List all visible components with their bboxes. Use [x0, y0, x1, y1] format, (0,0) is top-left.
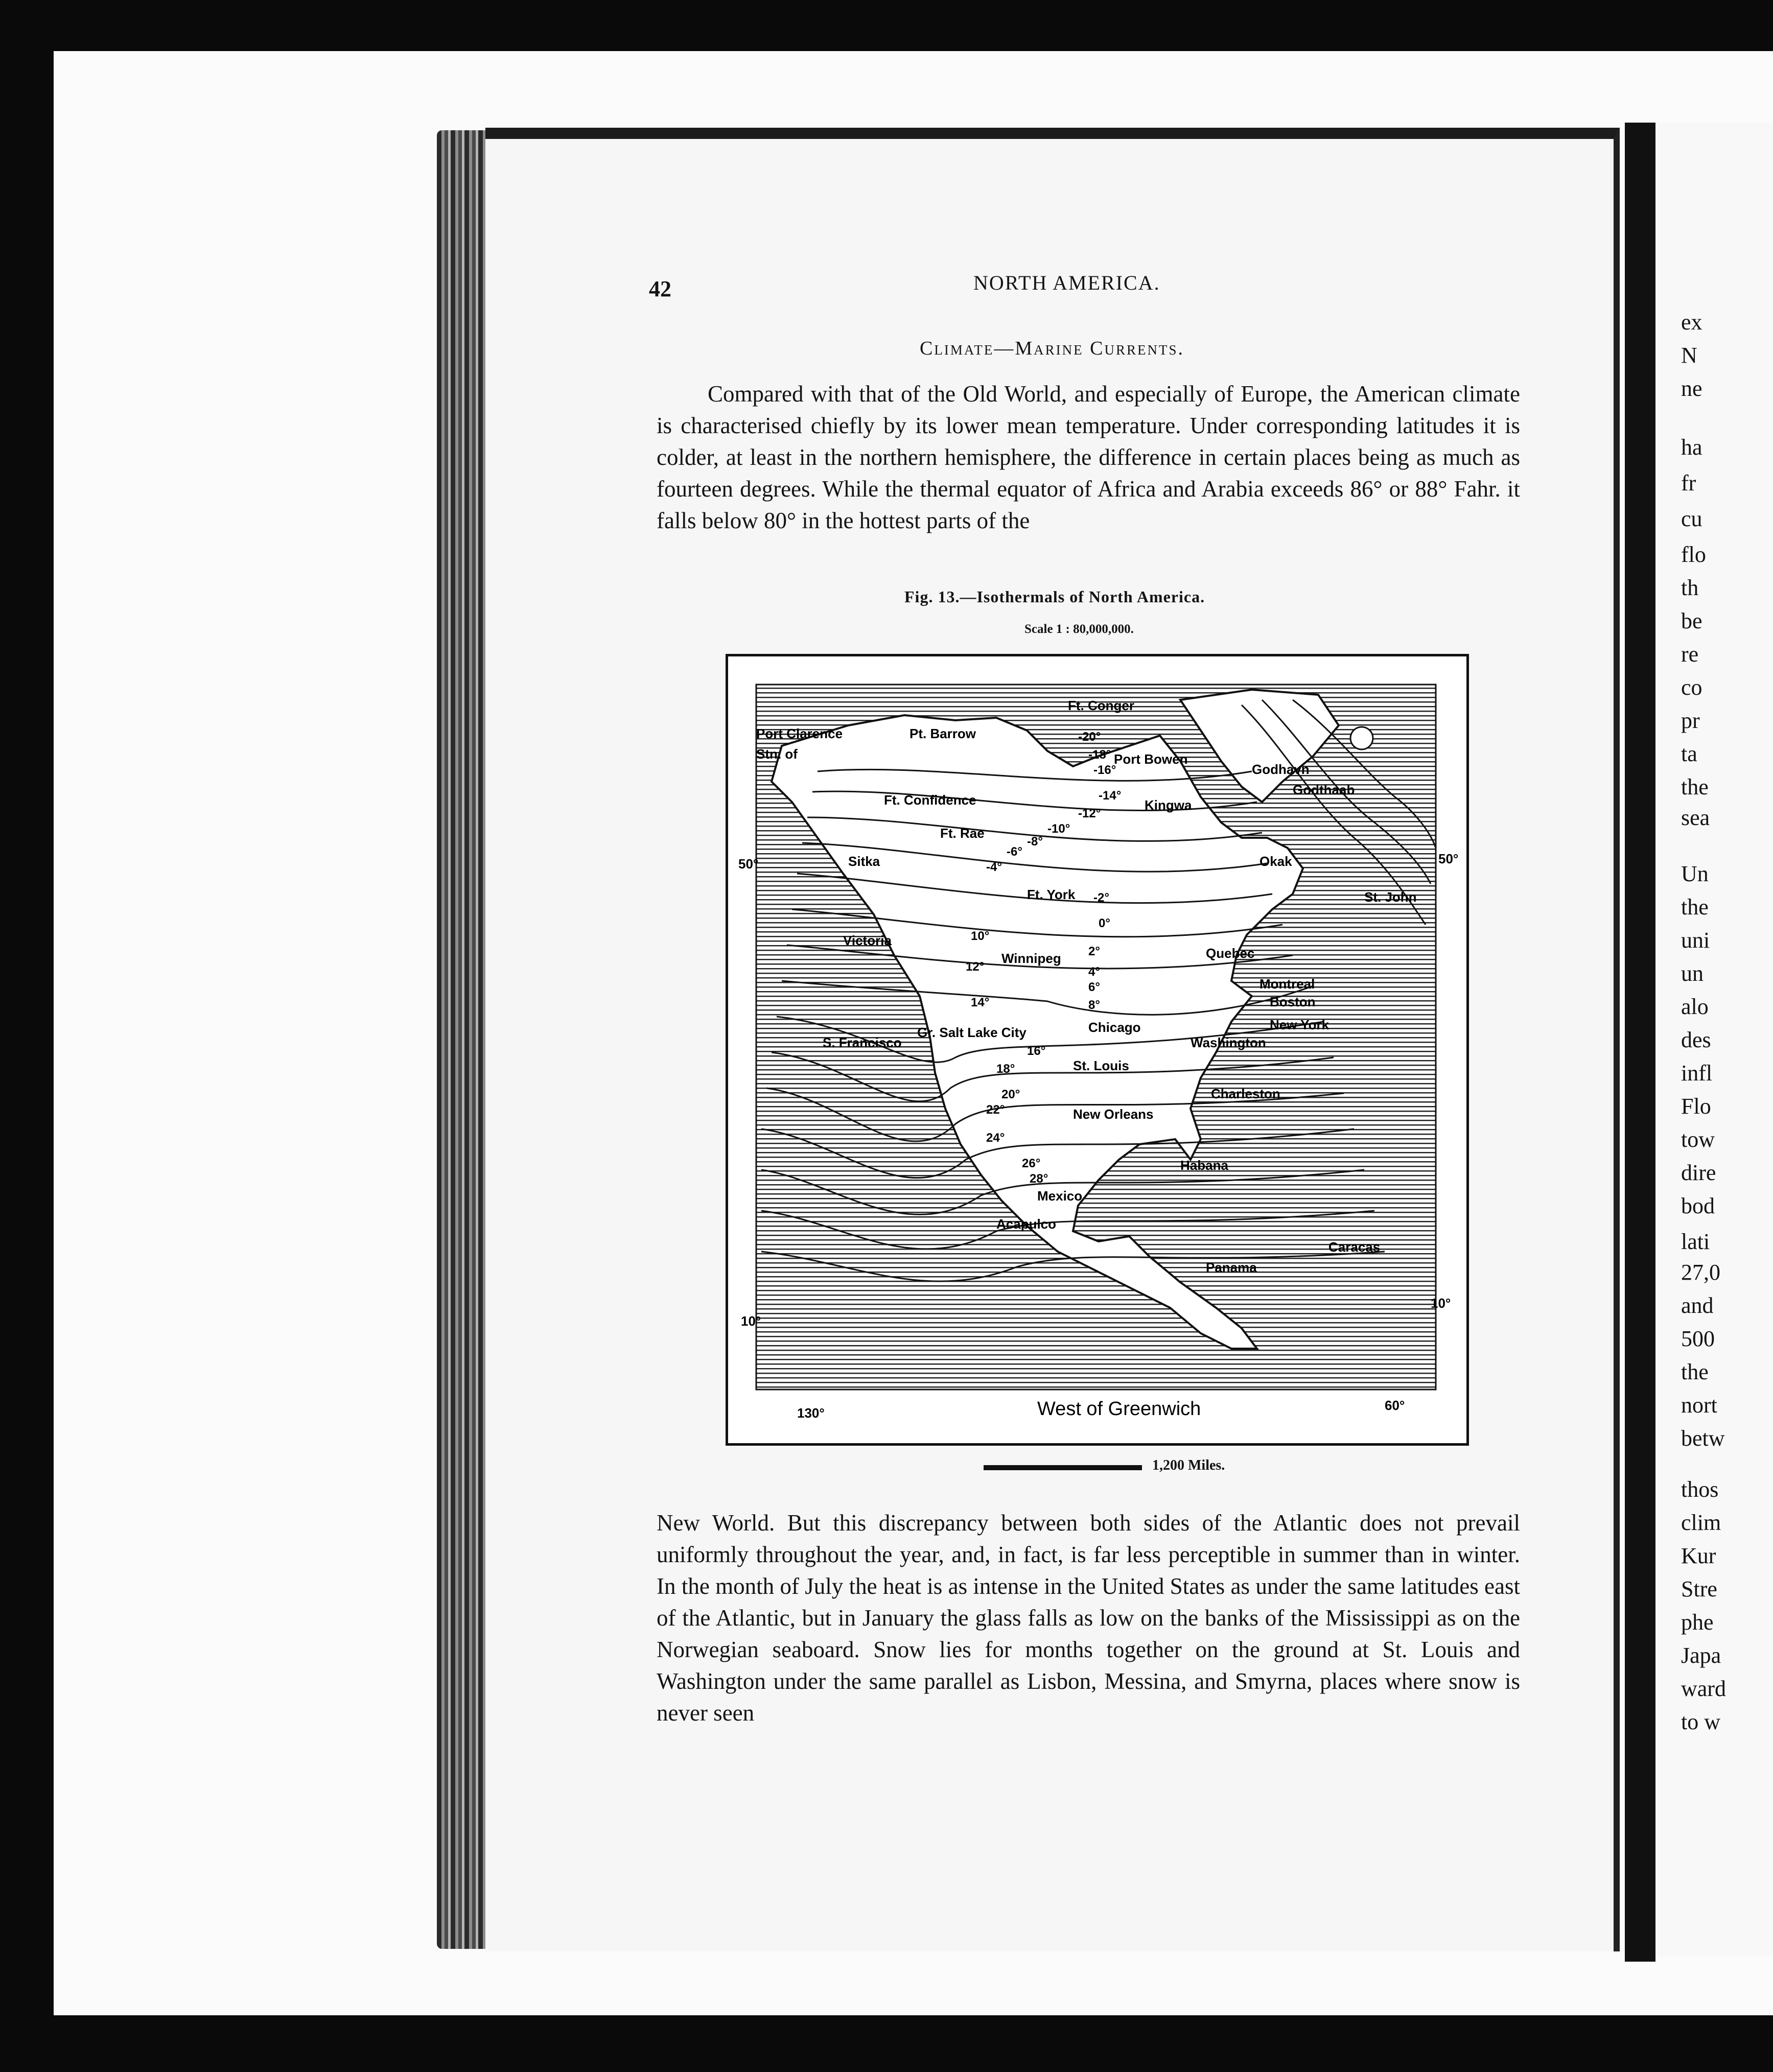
scale-bar-label: 1,200 Miles. — [1152, 1457, 1225, 1473]
right-page-line: co — [1681, 675, 1702, 700]
isotherm-label: -12° — [1078, 807, 1101, 820]
isotherm-label: 26° — [1022, 1157, 1041, 1170]
right-page-line: betw — [1681, 1426, 1725, 1451]
place-quebec: Quebec — [1206, 946, 1255, 961]
right-page-line: to w — [1681, 1709, 1720, 1734]
place-panama: Panama — [1206, 1260, 1257, 1275]
isotherm-label: 10° — [971, 929, 990, 943]
right-page-line: ward — [1681, 1676, 1726, 1701]
paragraph-bottom: New World. But this discrepancy between both sides of the Atlantic does not prevail uniformly throughout the year, and, in fact, is far less perceptible in summer than in winter. In the month of July the heat is as intense in the United States as under the same latitudes east of the Atlantic, but in January the glass falls as low on the banks of the Mississippi as on the Norwegian seaboard. Snow lies for months together on the ground at St. Louis and Washington under the same parallel as Lisbon, Messina, and Smyrna, places where snow is never seen — [657, 1510, 1520, 1726]
right-page-line: tow — [1681, 1127, 1715, 1152]
figure-caption: Fig. 13.—Isothermals of North America. — [904, 587, 1205, 606]
place-ft-york: Ft. York — [1027, 887, 1076, 902]
place-sitka: Sitka — [848, 854, 880, 869]
place-port-bowen: Port Bowen — [1114, 751, 1188, 767]
right-page-line: ne — [1681, 376, 1702, 401]
right-page-line: Un — [1681, 861, 1709, 886]
place-pt-barrow: Pt. Barrow — [909, 726, 976, 741]
map-bottom-label: West of Greenwich — [1037, 1398, 1201, 1420]
isotherm-label: 16° — [1027, 1044, 1046, 1058]
right-page-line: ex — [1681, 310, 1702, 335]
place-winnipeg: Winnipeg — [1001, 951, 1061, 966]
lon-label-60: 60° — [1385, 1398, 1405, 1413]
scale-bar — [984, 1465, 1142, 1470]
isotherm-label: 14° — [971, 996, 990, 1009]
lat-label-right-50: 50° — [1438, 851, 1459, 866]
isotherm-label: -18° — [1088, 748, 1111, 762]
right-page-line: clim — [1681, 1510, 1721, 1535]
place-stn-of: Stn. of — [756, 746, 798, 762]
place-acapulco: Acapulco — [996, 1216, 1057, 1232]
isotherm-label: -2° — [1093, 891, 1109, 905]
isotherm-label: -20° — [1078, 730, 1101, 744]
right-page-line: N — [1681, 343, 1697, 368]
right-page-line: dire — [1681, 1160, 1716, 1185]
isotherm-label: -4° — [986, 860, 1002, 874]
right-page-line: bod — [1681, 1193, 1715, 1218]
place-port-clarence: Port Clarence — [756, 726, 843, 741]
isotherm-map — [726, 654, 1469, 1446]
lat-label-right-10: 10° — [1431, 1296, 1451, 1311]
right-page-line: 500 — [1681, 1326, 1715, 1351]
right-page-line: pr — [1681, 708, 1700, 733]
right-page-line: alo — [1681, 994, 1709, 1019]
right-page-line: the — [1681, 774, 1709, 799]
right-page-line: thos — [1681, 1477, 1719, 1502]
place-boston: Boston — [1270, 994, 1316, 1009]
right-page-line: Stre — [1681, 1576, 1717, 1602]
right-page-line: Kur — [1681, 1543, 1716, 1568]
paragraph-top: Compared with that of the Old World, and especially of Europe, the American climate is characterised chiefly by its lower mean temperature. Under corresponding latitudes it is colder, at least in the northern hemisphere, the difference in certain places being as much as fourteen degrees. While the thermal equator of Africa and Arabia exceeds 86° or 88° Fahr. it falls below 80° in the hottest parts of the — [657, 381, 1520, 533]
place-new-orleans: New Orleans — [1073, 1106, 1154, 1122]
isotherm-label: -14° — [1099, 789, 1122, 803]
right-page-line: Japa — [1681, 1643, 1721, 1668]
right-page-line: ha — [1681, 435, 1702, 460]
place-habana: Habana — [1180, 1158, 1228, 1173]
right-page-line: nort — [1681, 1393, 1717, 1418]
isotherm-label: 24° — [986, 1131, 1005, 1145]
right-page-line: 27,0 — [1681, 1260, 1720, 1285]
isotherm-label: 2° — [1088, 945, 1100, 958]
place-mexico: Mexico — [1037, 1188, 1083, 1204]
lon-label-130: 130° — [797, 1405, 825, 1421]
right-page-line: fr — [1681, 470, 1696, 496]
right-page-line: ta — [1681, 741, 1697, 766]
place-ft-conger: Ft. Conger — [1068, 698, 1134, 713]
isotherm-label: 18° — [996, 1062, 1015, 1076]
place-st-john: St. John — [1364, 889, 1417, 905]
place-washington: Washington — [1191, 1035, 1266, 1050]
right-page-line: lati — [1681, 1229, 1710, 1254]
right-page-line: sea — [1681, 805, 1710, 830]
place-caracas: Caracas — [1328, 1239, 1381, 1255]
place-godthaab: Godthaab — [1293, 782, 1355, 797]
lat-label-left-10: 10° — [741, 1313, 761, 1329]
right-page-line: un — [1681, 961, 1704, 986]
isotherm-label: 4° — [1088, 965, 1100, 979]
place-chicago: Chicago — [1088, 1020, 1141, 1035]
right-page-line: des — [1681, 1027, 1711, 1052]
place-ft-rae: Ft. Rae — [940, 826, 985, 841]
place-san-francisco: S. Francisco — [823, 1035, 902, 1050]
right-page-line: re — [1681, 642, 1699, 667]
map-ice-circle — [1350, 727, 1373, 749]
isotherm-label: 12° — [966, 960, 985, 974]
isotherm-label: -16° — [1093, 763, 1116, 777]
isotherm-map-svg — [738, 669, 1459, 1430]
right-page-line: the — [1681, 894, 1709, 920]
right-page-line: cu — [1681, 506, 1702, 531]
isotherm-label: 28° — [1030, 1172, 1048, 1186]
right-page-line: flo — [1681, 542, 1706, 567]
isotherm-label: 20° — [1001, 1088, 1020, 1101]
right-page-line: be — [1681, 608, 1702, 633]
right-page-line: uni — [1681, 928, 1710, 953]
place-new-york: New York — [1270, 1017, 1329, 1032]
place-kingwa: Kingwa — [1145, 797, 1192, 813]
isotherm-label: -10° — [1047, 822, 1070, 836]
place-charleston: Charleston — [1211, 1086, 1280, 1101]
right-page-line: th — [1681, 575, 1699, 600]
isotherm-label: 8° — [1088, 998, 1100, 1012]
isotherm-label: 0° — [1099, 916, 1110, 930]
right-page-line: phe — [1681, 1610, 1714, 1635]
place-ft-confidence: Ft. Confidence — [884, 792, 976, 808]
place-godhavn: Godhavn — [1252, 762, 1310, 777]
page-number: 42 — [649, 276, 671, 301]
isotherm-label: -8° — [1027, 835, 1043, 849]
place-salt-lake-city: Gr. Salt Lake City — [917, 1025, 1027, 1040]
right-page-line: Flo — [1681, 1094, 1711, 1119]
right-page-line: and — [1681, 1293, 1714, 1318]
isotherm-label: 6° — [1088, 980, 1100, 994]
figure-scale: Scale 1 : 80,000,000. — [1024, 622, 1134, 636]
place-montreal: Montreal — [1259, 976, 1315, 992]
running-head: NORTH AMERICA. — [973, 271, 1160, 294]
isotherm-label: -6° — [1007, 845, 1022, 859]
scan-bottom-band — [0, 2015, 1773, 2072]
right-page-line: infl — [1681, 1061, 1713, 1086]
place-victoria: Victoria — [843, 933, 892, 948]
section-title: Climate—Marine Currents. — [920, 338, 1184, 359]
place-okak: Okak — [1259, 854, 1292, 869]
isotherm-label: 22° — [986, 1103, 1005, 1117]
book-gutter — [1625, 123, 1655, 1962]
lat-label-left-50: 50° — [738, 856, 759, 872]
right-page-line: the — [1681, 1359, 1709, 1384]
place-st-louis: St. Louis — [1073, 1058, 1129, 1073]
